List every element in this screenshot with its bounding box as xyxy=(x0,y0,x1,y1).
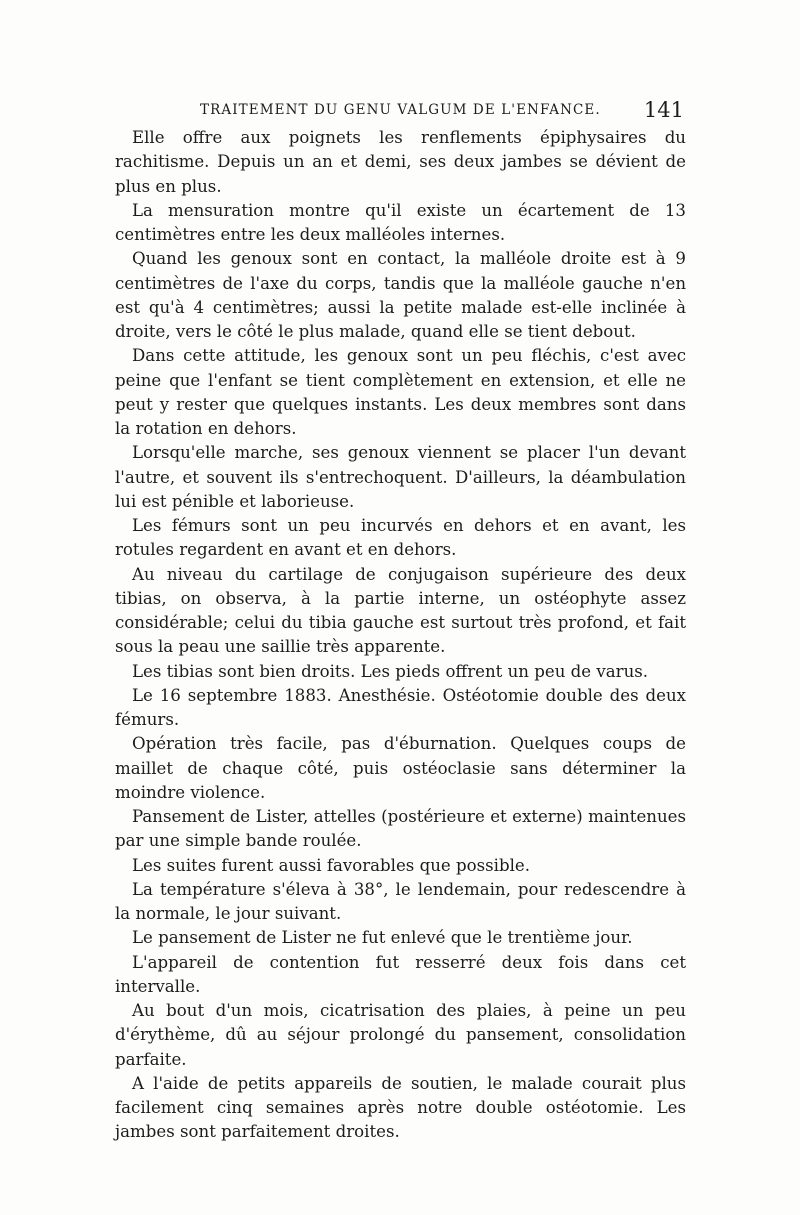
paragraph: Les fémurs sont un peu incurvés en dehors et en avant, les rotules regardent en avant et en dehors. xyxy=(115,516,686,560)
paragraph: Le pansement de Lister ne fut enlevé que le trentième jour. xyxy=(132,928,633,948)
paragraph: Elle offre aux poignets les renflements épiphysaires du rachitisme. Depuis un an et demi, ses deux jambes se dévient de plus en plus. xyxy=(115,128,686,196)
paragraph: La mensuration montre qu'il existe un écartement de 13 centimètres entre les deux malléoles internes. xyxy=(115,200,686,244)
paragraph: Pansement de Lister, attelles (postérieure et externe) maintenues par une simple bande roulée. xyxy=(115,807,686,851)
running-title: TRAITEMENT DU GENU VALGUM DE L'ENFANCE. xyxy=(200,102,601,118)
paragraph: Le 16 septembre 1883. Anesthésie. Ostéotomie double des deux fémurs. xyxy=(115,685,686,729)
body-text xyxy=(115,126,686,1145)
paragraph: Les tibias sont bien droits. Les pieds offrent un peu de varus. xyxy=(132,661,649,681)
paragraph: Opération très facile, pas d'éburnation. Quelques coups de maillet de chaque côté, puis ostéoclasie sans déterminer la moindre violence. xyxy=(115,734,686,802)
paragraph: Dans cette attitude, les genoux sont un peu fléchis, c'est avec peine que l'enfant se tient complètement en extension, et elle ne peut y rester que quelques instants. Les deux membres sont dans la rotation en dehors. xyxy=(115,346,686,438)
paragraph: Les suites furent aussi favorables que possible. xyxy=(132,855,530,875)
paragraph: La température s'éleva à 38°, le lendemain, pour redescendre à la normale, le jour suivant. xyxy=(115,879,686,923)
paragraph: Au niveau du cartilage de conjugaison supérieure des deux tibias, on observa, à la partie interne, un ostéophyte assez considérable; celui du tibia gauche est surtout très profond, et fait sous la peau une saillie très apparente. xyxy=(115,564,686,657)
paragraph: Lorsqu'elle marche, ses genoux viennent se placer l'un devant l'autre, et souvent ils s'entrechoquent. D'ailleurs, la déambulation lui est pénible et laborieuse. xyxy=(115,443,686,511)
paragraph: Au bout d'un mois, cicatrisation des plaies, à peine un peu d'érythème, dû au séjour prolongé du pansement, consolidation parfaite. xyxy=(115,1001,686,1069)
paragraph: Quand les genoux sont en contact, la malléole droite est à 9 centimètres de l'axe du corps, tandis que la malléole gauche n'en est qu'à 4 centimètres; aussi la petite malade est-elle inclinée à droite, vers le côté le plus malade, quand elle se tient debout. xyxy=(115,249,686,341)
running-head xyxy=(200,98,684,124)
paragraph: L'appareil de contention fut resserré deux fois dans cet intervalle. xyxy=(115,952,686,996)
paragraph: A l'aide de petits appareils de soutien, le malade courait plus facilement cinq semaines après notre double ostéotomie. Les jambes sont parfaitement droites. xyxy=(115,1073,686,1142)
page-number: 141 xyxy=(643,98,684,122)
